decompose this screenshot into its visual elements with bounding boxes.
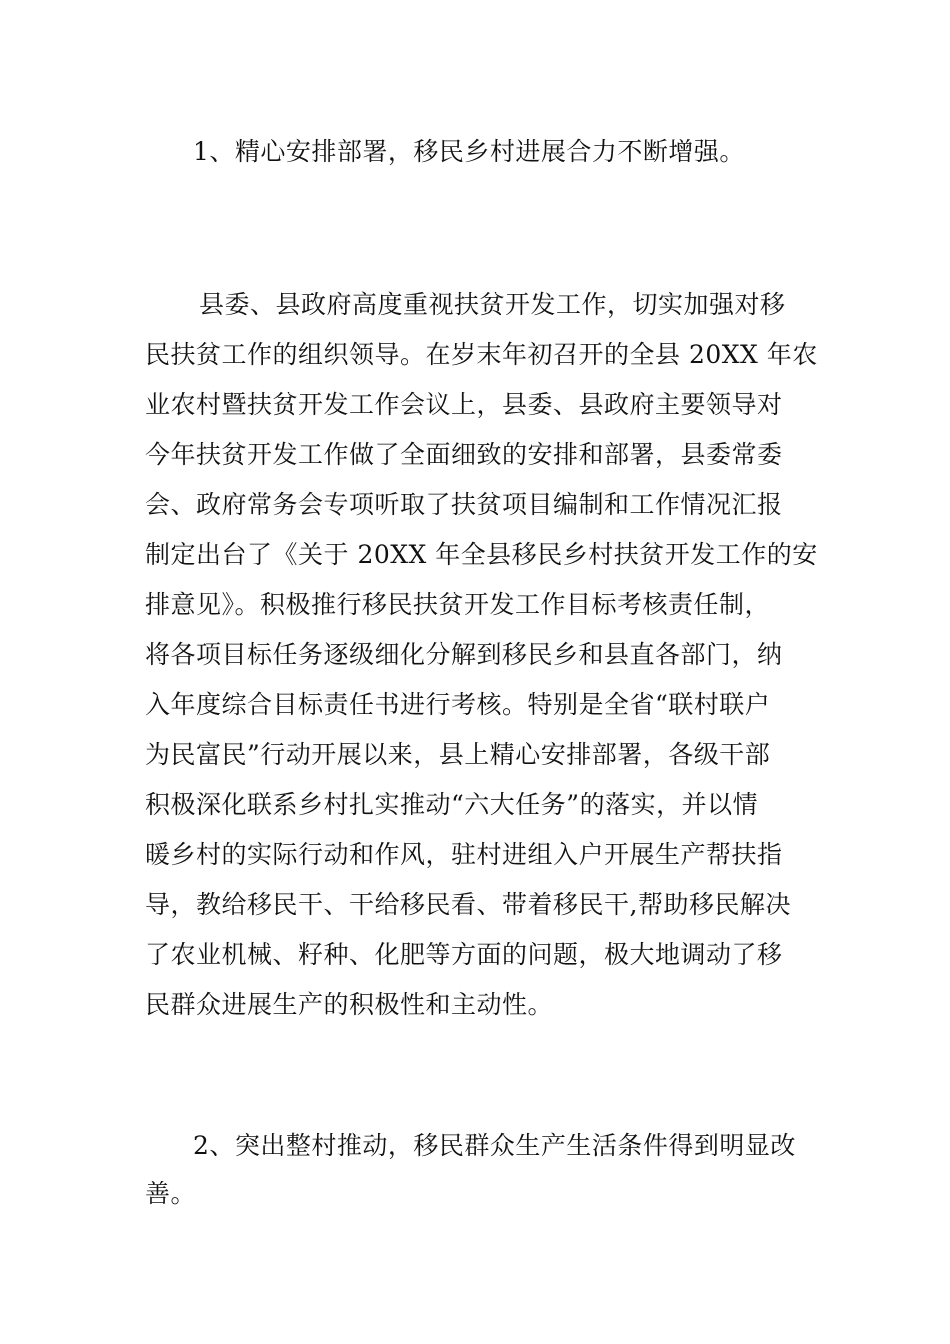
- paragraph-line: 排意见》。积极推行移民扶贫开发工作目标考核责任制，: [145, 590, 771, 619]
- paragraph-line: 导，教给移民干、干给移民看、带着移民干,帮助移民解决: [145, 890, 791, 919]
- paragraph-line: 积极深化联系乡村扎实推动“六大任务”的落实，并以情: [145, 790, 759, 819]
- section-2-heading: 2、突出整村推动，移民群众生产生活条件得到明显改善。: [145, 1131, 796, 1208]
- paragraph-line: 民群众进展生产的积极性和主动性。: [145, 990, 554, 1019]
- paragraph-line: 会、政府常务会专项听取了扶贫项目编制和工作情况汇报: [145, 490, 783, 519]
- paragraph-line: 今年扶贫开发工作做了全面细致的安排和部署，县委常委: [145, 440, 783, 469]
- section-1-paragraph: [145, 280, 818, 1030]
- paragraph-line: 入年度综合目标责任书进行考核。特别是全省“联村联户: [145, 690, 771, 719]
- paragraph-line: 业农村暨扶贫开发工作会议上，县委、县政府主要领导对: [145, 390, 783, 419]
- section-1-heading: 1、精心安排部署，移民乡村进展合力不断增强。: [193, 137, 745, 166]
- paragraph-line: 将各项目标任务逐级细化分解到移民乡和县直各部门，纳: [145, 640, 783, 669]
- paragraph-line: 制定出台了《关于 20XX 年全县移民乡村扶贫开发工作的安: [145, 540, 818, 569]
- paragraph-line: 民扶贫工作的组织领导。在岁末年初召开的全县 20XX 年农: [145, 340, 818, 369]
- paragraph-line: 县委、县政府高度重视扶贫开发工作，切实加强对移: [199, 290, 786, 319]
- paragraph-line: 了农业机械、籽种、化肥等方面的问题，极大地调动了移: [145, 940, 783, 969]
- paragraph-line: 暖乡村的实际行动和作风，驻村进组入户开展生产帮扶指: [145, 840, 783, 869]
- paragraph-line: 为民富民”行动开展以来，县上精心安排部署，各级干部: [145, 740, 771, 769]
